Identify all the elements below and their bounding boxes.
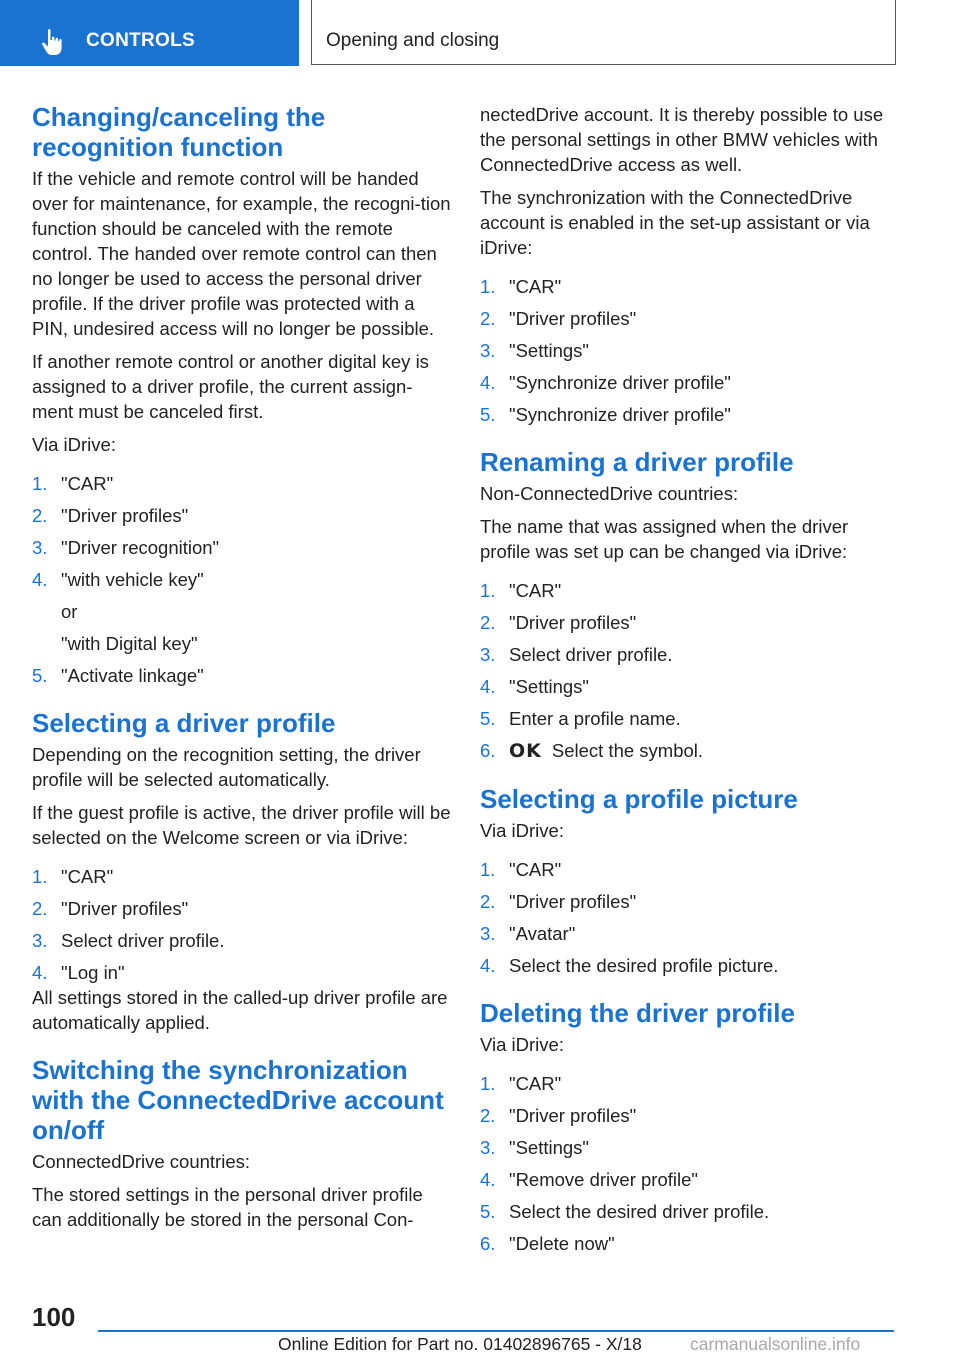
paragraph: nectedDrive account. It is thereby possible to use the personal settings in other BMW vehicles with ConnectedDrive access as well.	[480, 104, 884, 175]
paragraph: If the vehicle and remote control will be handed over for maintenance, for example, the recogni‐tion function should be canceled with the remote control. The handed over remote control can then no longer be used to access the personal driver profile. If the driver profile was protected with a PIN, undesired access will no longer be possible.	[32, 168, 451, 339]
list-item	[480, 706, 900, 731]
step-text: "CAR"	[509, 276, 562, 297]
heading-deleting-profile: Deleting the driver profile	[480, 998, 795, 1028]
step-text: "Log in"	[61, 962, 125, 983]
step-text: "CAR"	[61, 866, 114, 887]
step-list	[480, 1071, 900, 1256]
list-item	[32, 503, 452, 528]
edition-note: Online Edition for Part no. 01402896765 - X/18	[278, 1334, 642, 1354]
step-number: 3.	[480, 644, 496, 665]
step-number: 2.	[480, 612, 496, 633]
step-number: 1.	[480, 580, 496, 601]
list-item	[480, 370, 900, 395]
step-text: Select the desired profile picture.	[509, 955, 779, 976]
step-text: "CAR"	[509, 1073, 562, 1094]
step-text: "Remove driver profile"	[509, 1169, 698, 1190]
step-number: 5.	[480, 1201, 496, 1222]
paragraph: The synchronization with the ConnectedDrive account is enabled in the set-up assistant or via iDrive:	[480, 187, 870, 258]
step-number: 2.	[480, 1105, 496, 1126]
step-text: Select driver profile.	[61, 930, 225, 951]
paragraph: ConnectedDrive countries:	[32, 1151, 250, 1172]
list-item	[480, 674, 900, 699]
heading-selecting-profile: Selecting a driver profile	[32, 708, 336, 738]
list-item	[32, 663, 452, 688]
list-item	[32, 471, 452, 496]
list-item	[480, 338, 900, 363]
step-number: 3.	[32, 537, 48, 558]
paragraph: The stored settings in the personal driver profile can additionally be stored in the personal Con‐	[32, 1184, 423, 1230]
step-number: 1.	[480, 276, 496, 297]
step-text: Select the symbol.	[551, 740, 704, 761]
paragraph: Via iDrive:	[480, 820, 564, 841]
heading-changing-recognition: Changing/canceling the recognition function	[32, 102, 326, 162]
list-item	[480, 953, 900, 978]
step-text: "CAR"	[61, 473, 114, 494]
step-text: "CAR"	[509, 580, 562, 601]
step-text: Select the desired driver profile.	[509, 1201, 770, 1222]
step-number: 3.	[480, 923, 496, 944]
step-number: 5.	[32, 665, 48, 686]
step-text: Enter a profile name.	[509, 708, 681, 729]
step-number: 4.	[480, 955, 496, 976]
watermark: carmanualsonline.info	[690, 1334, 861, 1354]
list-item	[480, 642, 900, 667]
list-item	[32, 928, 452, 953]
list-item	[480, 921, 900, 946]
step-number: 1.	[480, 1073, 496, 1094]
step-text: "CAR"	[509, 859, 562, 880]
step-text: "Driver profiles"	[509, 891, 637, 912]
ok-symbol-icon: OK	[509, 740, 542, 762]
paragraph: The name that was assigned when the driver profile was set up can be changed via iDrive:	[480, 516, 849, 562]
section-tab	[0, 0, 299, 66]
step-list	[480, 857, 900, 978]
step-text: "Driver profiles"	[61, 505, 189, 526]
list-item	[480, 306, 900, 331]
step-number: 3.	[480, 1137, 496, 1158]
step-text: "Driver profiles"	[61, 898, 189, 919]
step-text: "Driver recognition"	[61, 537, 220, 558]
list-item	[32, 567, 452, 592]
step-list	[32, 864, 452, 985]
step-number: 4.	[32, 569, 48, 590]
list-item	[32, 535, 452, 560]
page-number: 100	[32, 1302, 76, 1332]
heading-profile-picture: Selecting a profile picture	[480, 784, 798, 814]
list-item	[480, 889, 900, 914]
step-list	[480, 274, 900, 427]
step-number: 1.	[480, 859, 496, 880]
step-number: 3.	[480, 340, 496, 361]
step-number: 2.	[480, 308, 496, 329]
step-number: 6.	[480, 1233, 496, 1254]
footer-divider	[98, 1330, 894, 1332]
step-text: "Settings"	[509, 1137, 589, 1158]
step-text: "Driver profiles"	[509, 612, 637, 633]
step-list	[480, 578, 900, 764]
step-number: 2.	[32, 505, 48, 526]
list-item	[480, 610, 900, 635]
list-item	[32, 896, 452, 921]
step-number: 4.	[480, 676, 496, 697]
list-item	[480, 1135, 900, 1160]
list-item	[480, 857, 900, 882]
topic-title: Opening and closing	[326, 30, 500, 51]
list-item	[480, 1071, 900, 1096]
step-text: Select driver profile.	[509, 644, 673, 665]
list-item	[480, 1199, 900, 1224]
list-item	[480, 402, 900, 427]
step-alternative: "with Digital key"	[61, 633, 198, 654]
list-item	[480, 274, 900, 299]
step-text: "Driver profiles"	[509, 1105, 637, 1126]
list-item	[480, 578, 900, 603]
paragraph: If another remote control or another digital key is assigned to a driver profile, the current assign‐ment must be canceled first.	[32, 351, 429, 422]
step-text: "with vehicle key"	[61, 569, 204, 590]
paragraph: Non-ConnectedDrive countries:	[480, 483, 739, 504]
step-number: 1.	[32, 866, 48, 887]
step-text: "Synchronize driver profile"	[509, 372, 731, 393]
step-list	[32, 471, 452, 592]
topic-header	[311, 0, 896, 65]
step-or: or	[61, 601, 78, 622]
section-title: CONTROLS	[86, 30, 196, 51]
step-text: "Settings"	[509, 340, 589, 361]
paragraph: Via iDrive:	[32, 434, 116, 455]
step-number: 1.	[32, 473, 48, 494]
step-number: 4.	[480, 372, 496, 393]
list-item	[480, 1103, 900, 1128]
list-item	[480, 738, 900, 764]
list-item	[32, 960, 452, 985]
list-item	[32, 864, 452, 889]
list-item	[480, 1231, 900, 1256]
left-column	[32, 102, 452, 1240]
step-text: "Avatar"	[509, 923, 576, 944]
step-number: 4.	[32, 962, 48, 983]
step-number: 3.	[32, 930, 48, 951]
heading-renaming-profile: Renaming a driver profile	[480, 447, 794, 477]
paragraph: Via iDrive:	[480, 1034, 564, 1055]
paragraph: Depending on the recognition setting, the driver profile will be selected automatically.	[32, 744, 421, 790]
step-number: 5.	[480, 404, 496, 425]
list-item	[480, 1167, 900, 1192]
step-text: "Synchronize driver profile"	[509, 404, 731, 425]
step-list	[32, 663, 452, 688]
step-number: 5.	[480, 708, 496, 729]
step-number: 2.	[32, 898, 48, 919]
step-number: 4.	[480, 1169, 496, 1190]
right-column	[480, 102, 900, 1263]
hand-pointer-icon	[40, 28, 64, 56]
step-number: 2.	[480, 891, 496, 912]
step-text: "Delete now"	[509, 1233, 615, 1254]
paragraph: All settings stored in the called-up driver profile are automatically applied.	[32, 987, 448, 1033]
step-text: "Settings"	[509, 676, 589, 697]
step-text: "Driver profiles"	[509, 308, 637, 329]
heading-sync-connecteddrive: Switching the synchronization with the ConnectedDrive account on/off	[32, 1055, 444, 1145]
paragraph: If the guest profile is active, the driver profile will be selected on the Welcome screen or via iDrive:	[32, 802, 451, 848]
step-text: "Activate linkage"	[61, 665, 204, 686]
step-number: 6.	[480, 740, 496, 761]
